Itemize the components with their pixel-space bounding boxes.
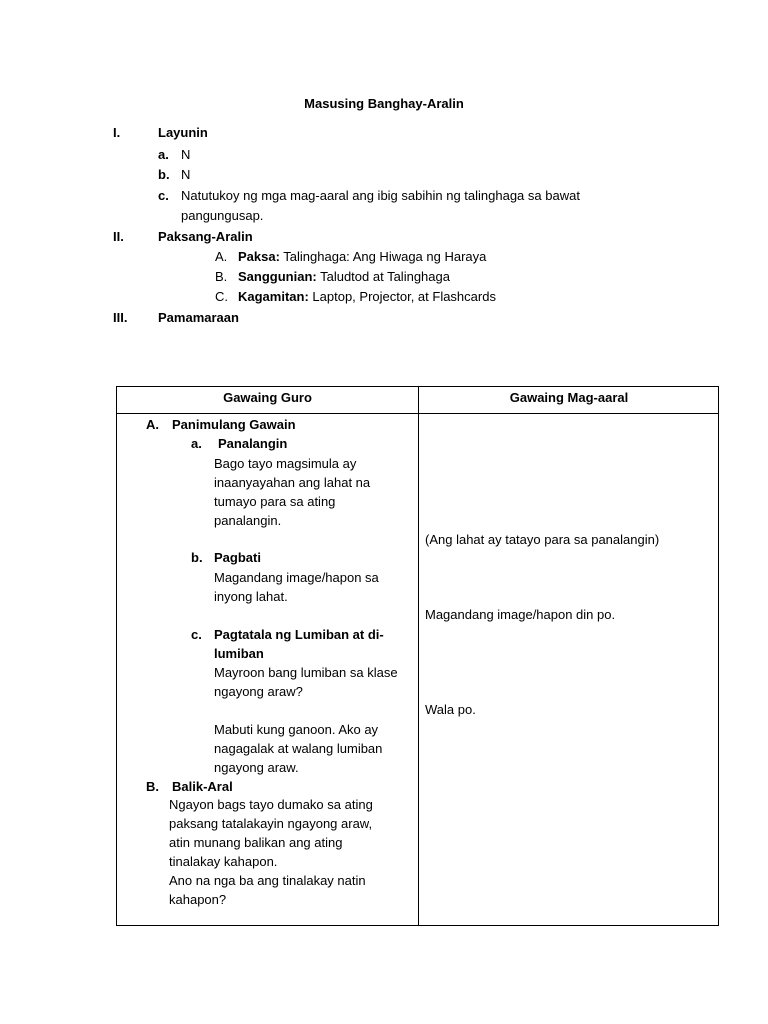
table-header-gawaing-guro: Gawaing Guro (223, 390, 312, 405)
topic-letter-c: C. (215, 289, 228, 304)
pagtatala-response-line: ngayong araw. (214, 760, 299, 775)
objective-text-b: N (181, 167, 191, 182)
objective-text-a: N (181, 147, 191, 162)
section-numeral-3: III. (113, 310, 128, 325)
student-response-lumiban: Wala po. (425, 702, 476, 717)
balik-aral-text-line: kahapon? (169, 892, 227, 907)
activity-heading-panimulang-gawain: Panimulang Gawain (172, 417, 296, 432)
objective-letter-b: b. (158, 167, 170, 182)
topic-label-kagamitan: Kagamitan: (238, 289, 309, 304)
topic-line-paksa (238, 247, 486, 266)
pagbati-text-line: inyong lahat. (214, 589, 288, 604)
activity-heading-balik-aral: Balik-Aral (172, 779, 233, 794)
pagtatala-text-line: Mayroon bang lumiban sa klase (214, 665, 398, 680)
subactivity-heading-pagtatala-line1: Pagtatala ng Lumiban at di- (214, 627, 384, 642)
objective-text-c-line1: Natutukoy ng mga mag-aaral ang ibig sabihin ng talinghaga sa bawat (181, 188, 580, 203)
pagbati-text-line: Magandang image/hapon sa (214, 570, 379, 585)
topic-line-kagamitan (238, 287, 496, 306)
subactivity-letter-c: c. (191, 627, 202, 642)
student-response-panalangin: (Ang lahat ay tatayo para sa panalangin) (425, 532, 660, 547)
section-heading-pamamaraan: Pamamaraan (158, 310, 239, 325)
subactivity-heading-panalangin: Panalangin (218, 436, 288, 451)
subactivity-letter-b: b. (191, 550, 203, 565)
section-numeral-1: I. (113, 125, 121, 140)
balik-aral-text-line: atin munang balikan ang ating (169, 835, 343, 850)
balik-aral-text-line: paksang tatalakayin ngayong araw, (169, 816, 373, 831)
pagtatala-text-line: ngayong araw? (214, 684, 303, 699)
document-title: Masusing Banghay-Aralin (304, 96, 464, 111)
balik-aral-text-line: Ano na nga ba ang tinalakay natin (169, 873, 366, 888)
student-response-pagbati: Magandang image/hapon din po. (425, 607, 616, 622)
subactivity-heading-pagtatala-line2: lumiban (214, 646, 264, 661)
balik-aral-text-line: Ngayon bags tayo dumako sa ating (169, 797, 373, 812)
activity-letter-b: B. (146, 779, 159, 794)
section-numeral-2: II. (113, 229, 124, 244)
section-heading-paksang-aralin: Paksang-Aralin (158, 229, 253, 244)
topic-label-sanggunian: Sanggunian: (238, 269, 317, 284)
topic-line-sanggunian (238, 267, 450, 286)
panalangin-text-line: Bago tayo magsimula ay (214, 456, 357, 471)
topic-letter-a: A. (215, 249, 228, 264)
subactivity-letter-a: a. (191, 436, 202, 451)
objective-text-c-line2: pangungusap. (181, 208, 264, 223)
section-heading-layunin: Layunin (158, 125, 208, 140)
objective-letter-a: a. (158, 147, 169, 162)
activity-letter-a: A. (146, 417, 159, 432)
balik-aral-text-line: tinalakay kahapon. (169, 854, 278, 869)
table-header-gawaing-mag-aaral: Gawaing Mag-aaral (509, 390, 629, 405)
panalangin-text-line: inaanyayahan ang lahat na (214, 475, 371, 490)
topic-letter-b: B. (215, 269, 228, 284)
panalangin-text-line: panalangin. (214, 513, 282, 528)
panalangin-text-line: tumayo para sa ating (214, 494, 336, 509)
table-header-divider (116, 413, 719, 414)
topic-value-paksa: Talinghaga: Ang Hiwaga ng Haraya (279, 249, 487, 264)
table-column-divider (418, 386, 419, 926)
objective-letter-c: c. (158, 188, 169, 203)
pagtatala-response-line: nagagalak at walang lumiban (214, 741, 383, 756)
topic-value-kagamitan: Laptop, Projector, at Flashcards (308, 289, 496, 304)
pagtatala-response-line: Mabuti kung ganoon. Ako ay (214, 722, 379, 737)
topic-value-sanggunian: Taludtod at Talinghaga (316, 269, 450, 284)
topic-label-paksa: Paksa: (238, 249, 280, 264)
subactivity-heading-pagbati: Pagbati (214, 550, 261, 565)
